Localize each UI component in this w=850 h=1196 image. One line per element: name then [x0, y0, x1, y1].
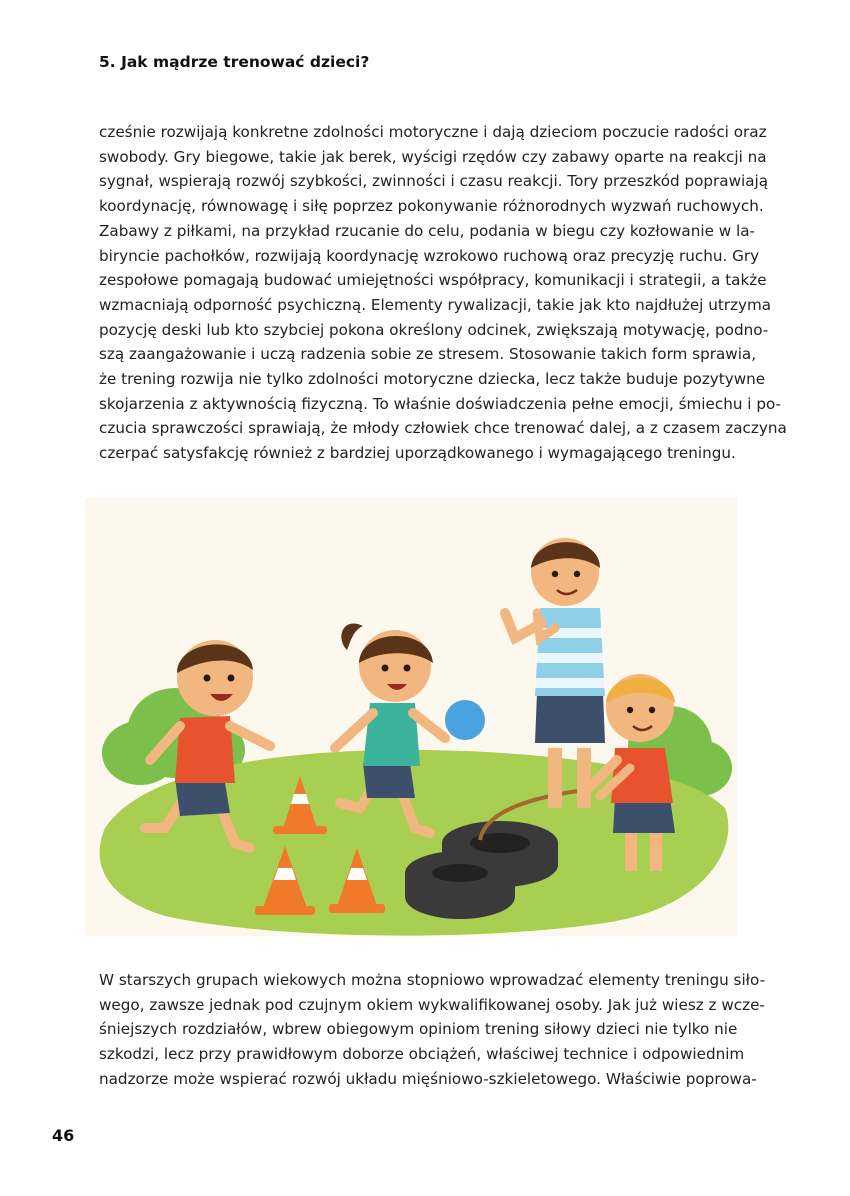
- body-paragraph-1: [99, 120, 787, 466]
- paragraph-line: swobody. Gry biegowe, takie jak berek, wyścigi rzędów czy zabawy oparte na reakcji na: [99, 147, 767, 166]
- tire-front: [405, 851, 515, 919]
- paragraph-line: wego, zawsze jednak pod czujnym okiem wykwalifikowanej osoby. Jak już wiesz z wcze-: [99, 995, 765, 1014]
- children-playing-illustration: [85, 498, 737, 936]
- page-number: 46: [52, 1126, 75, 1145]
- paragraph-line: czucia sprawczości sprawiają, że młody człowiek chce trenować dalej, a z czasem zaczyna: [99, 419, 787, 438]
- paragraph-line: szkodzi, lecz przy prawidłowym doborze obciążeń, właściwej technice i odpowiednim: [99, 1045, 745, 1064]
- section-heading: 5. Jak mądrze trenować dzieci?: [99, 53, 370, 71]
- paragraph-line: pozycję deski lub kto szybciej pokona określony odcinek, zwiększają motywację, podno-: [99, 320, 769, 339]
- paragraph-line: czerpać satysfakcję również z bardziej uporządkowanego i wymagającego treningu.: [99, 444, 736, 463]
- paragraph-line: śniejszych rozdziałów, wbrew obiegowym opiniom trening siłowy dzieci nie tylko nie: [99, 1020, 738, 1039]
- paragraph-line: sygnał, wspierają rozwój szybkości, zwinności i czasu reakcji. Tory przeszkód poprawiają: [99, 172, 769, 191]
- paragraph-line: że trening rozwija nie tylko zdolności motoryczne dziecka, lecz także buduje pozytywne: [99, 370, 766, 389]
- paragraph-line: Zabawy z piłkami, na przykład rzucanie do celu, podania w biegu czy kozłowanie w la-: [99, 221, 756, 240]
- ball: [445, 700, 485, 740]
- paragraph-line: W starszych grupach wiekowych można stopniowo wprowadzać elementy treningu siło-: [99, 971, 766, 989]
- paragraph-line: zespołowe pomagają budować umiejętności współpracy, komunikacji i strategii, a także: [99, 271, 767, 290]
- paragraph-line: wzmacniają odporność psychiczną. Elementy rywalizacji, takie jak kto najdłużej utrzyma: [99, 295, 772, 314]
- paragraph-line: nadzorze może wspierać rozwój układu mięśniowo-szkieletowego. Właściwie poprowa-: [99, 1069, 757, 1088]
- paragraph-line: biryncie pachołków, rozwijają koordynację wzrokowo ruchową oraz precyzję ruchu. Gry: [99, 246, 760, 265]
- body-paragraph-2: [99, 968, 766, 1092]
- paragraph-line: skojarzenia z aktywnością fizyczną. To właśnie doświadczenia pełne emocji, śmiechu i po-: [99, 394, 782, 413]
- paragraph-line: koordynację, równowagę i siłę poprzez pokonywanie różnorodnych wyzwań ruchowych.: [99, 197, 764, 216]
- paragraph-line: cześnie rozwijają konkretne zdolności motoryczne i dają dzieciom poczucie radości oraz: [99, 123, 767, 141]
- paragraph-line: szą zaangażowanie i uczą radzenia sobie ze stresem. Stosowanie takich form sprawia,: [99, 345, 757, 364]
